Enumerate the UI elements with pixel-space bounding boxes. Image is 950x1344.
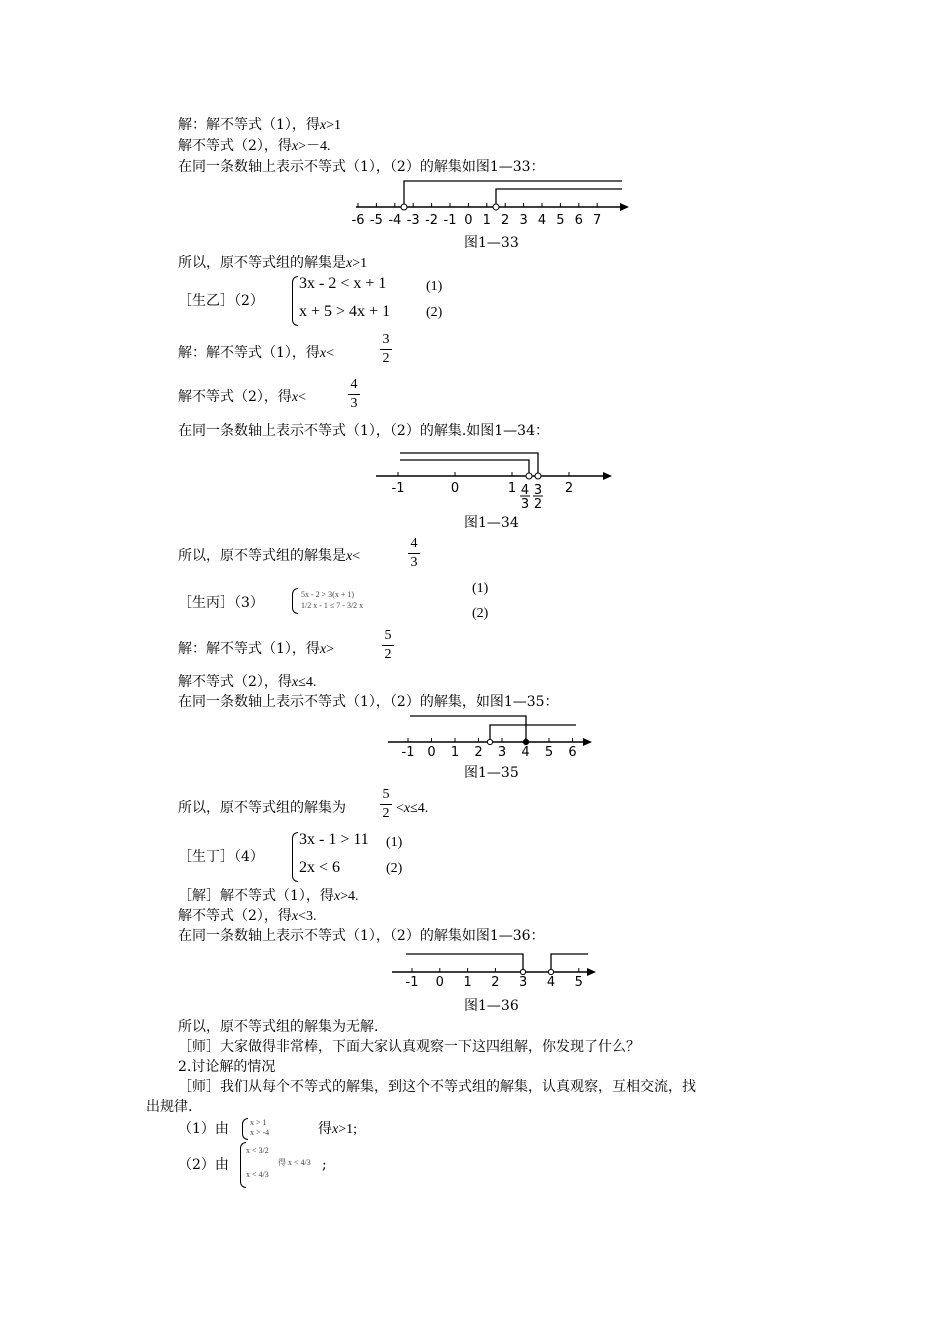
axis-tick-label: 1 (450, 745, 460, 760)
axis-tick-label: -1 (401, 745, 415, 760)
axis-tick-label: 5 (544, 745, 554, 760)
fraction-five-halves-answer: 5 2 (380, 787, 392, 822)
axis-tick-label: 1 (482, 213, 491, 228)
tick-label-four-thirds-den: 3 (520, 497, 530, 512)
case-2-end: ; (322, 1157, 327, 1173)
solution-line-10: 解不等式（2），得x≤4. (178, 674, 317, 690)
solution-line-2: 解不等式（2），得x>－4. (178, 138, 331, 154)
teacher-question: ［师］大家做得非常棒，下面大家认真观察一下这四组解，你发现了什么？ (178, 1039, 640, 1055)
inequality-1: 3x - 2 < x + 1 (299, 275, 387, 292)
inequality-2: x + 5 > 4x + 1 (299, 303, 391, 320)
solution-line-9: 解：解不等式（1），得x> (178, 641, 335, 657)
section-heading: 2.讨论解的情况 (178, 1059, 276, 1075)
solution-line-13: ［解］解不等式（1），得x>4. (178, 888, 359, 904)
axis-tick-label: -5 (369, 213, 383, 228)
inequality-tag-6: (2) (386, 861, 403, 876)
case-2-prefix: （2）由 (178, 1157, 229, 1173)
axis-tick-label: 0 (435, 975, 444, 990)
inequality-4: 1/2 x - 1 ≤ 7 - 3/2 x (301, 601, 364, 610)
axis-tick-label: 6 (574, 213, 583, 228)
axis-tick-label: 1 (463, 975, 472, 990)
axis-tick-label: 2 (491, 975, 500, 990)
axis-tick-label: 5 (574, 975, 583, 990)
student-c-label: ［生丙］（3） (178, 595, 264, 611)
axis-tick-label: -6 (352, 213, 365, 228)
case-2-result: 得 x < 4/3 (278, 1158, 311, 1167)
solution-line-12-suffix: <x≤4. (396, 801, 429, 816)
axis-tick-label: 0 (427, 745, 436, 760)
tick-label-three-halves-num: 3 (533, 483, 543, 498)
case-1-prefix: （1）由 (178, 1121, 229, 1137)
figure-caption-1-34: 图1—34 (464, 515, 519, 531)
student-b-label: ［生乙］（2） (178, 293, 264, 309)
solution-line-1: 解：解不等式（1），得x>1 (178, 117, 342, 133)
axis-tick-label: 6 (568, 745, 577, 760)
number-line-figure-1-33 (352, 176, 632, 232)
axis-tick-label: 4 (537, 213, 547, 228)
axis-tick-label: 0 (464, 213, 473, 228)
solution-line-12-prefix: 所以，原不等式组的解集为 (178, 800, 346, 816)
axis-tick-label: 3 (519, 975, 528, 990)
tick-label-four-thirds-num: 4 (520, 483, 530, 498)
solution-line-8: 所以，原不等式组的解集是x< (178, 548, 361, 564)
number-line-figure-1-34 (370, 444, 616, 512)
axis-tick-label: 3 (519, 213, 528, 228)
fraction-four-thirds: 4 3 (348, 377, 360, 412)
figure-caption-1-35: 图1—35 (464, 765, 519, 781)
axis-tick-label: -2 (425, 213, 439, 228)
figure-caption-1-33: 图1—33 (464, 235, 519, 251)
axis-tick-label: -1 (405, 975, 419, 990)
axis-tick-label: -4 (388, 213, 402, 228)
inequality-tag-5: (1) (386, 835, 403, 850)
inequality-6: 2x < 6 (299, 859, 341, 876)
system-brace-small (292, 588, 298, 614)
tick-label-three-halves-den: 2 (533, 497, 543, 512)
case-1-brace (242, 1118, 248, 1140)
case-1-eq2: x > -4 (250, 1128, 270, 1137)
inequality-tag-2: (2) (426, 305, 443, 320)
teacher-instruction-cont: 出规律. (146, 1099, 193, 1115)
case-2-eq2: x < 4/3 (246, 1170, 269, 1179)
solution-line-7: 在同一条数轴上表示不等式（1），（2）的解集.如图1—34： (178, 423, 549, 439)
teacher-instruction: ［师］我们从每个不等式的解集，到这个不等式组的解集，认真观察，互相交流，找 (178, 1079, 696, 1095)
fraction-four-thirds-answer: 4 3 (408, 536, 420, 571)
axis-tick-label: 2 (564, 481, 574, 496)
axis-tick-label: 1 (507, 481, 517, 496)
inequality-3: 5x - 2 > 3(x + 1) (301, 590, 355, 599)
axis-tick-label: -1 (391, 481, 405, 496)
axis-tick-label: 4 (521, 745, 530, 760)
system-brace (292, 276, 298, 326)
inequality-tag-1: (1) (426, 279, 443, 294)
axis-tick-label: 3 (497, 745, 507, 760)
axis-tick-label: 4 (546, 975, 556, 990)
axis-tick-label: 2 (501, 213, 510, 228)
number-line-figure-1-36 (388, 946, 604, 992)
inequality-tag-4: (2) (472, 606, 489, 621)
solution-line-6: 解不等式（2），得x< (178, 389, 307, 405)
inequality-tag-3: (1) (472, 581, 489, 596)
case-1-eq1: x > 1 (250, 1118, 267, 1127)
solution-line-11: 在同一条数轴上表示不等式（1），（2）的解集，如图1—35： (178, 694, 559, 710)
inequality-5: 3x - 1 > 11 (299, 831, 369, 848)
axis-tick-label: 2 (474, 745, 483, 760)
axis-tick-label: -3 (406, 213, 420, 228)
solution-line-4: 所以，原不等式组的解集是x>1 (178, 255, 368, 271)
solution-line-5: 解：解不等式（1），得x< (178, 345, 335, 361)
axis-tick-label: -1 (443, 213, 457, 228)
fraction-three-halves: 3 2 (380, 332, 392, 367)
fraction-five-halves: 5 2 (382, 628, 394, 663)
solution-line-3: 在同一条数轴上表示不等式（1），（2）的解集如图1—33： (178, 159, 545, 175)
axis-tick-label: 7 (593, 213, 602, 228)
student-d-label: ［生丁］（4） (178, 849, 264, 865)
number-line-figure-1-35 (384, 712, 600, 760)
case-2-eq1: x < 3/2 (246, 1146, 269, 1155)
case-1-result: 得x>1; (318, 1121, 358, 1137)
solution-line-14: 解不等式（2），得x<3. (178, 908, 317, 924)
solution-line-15: 在同一条数轴上表示不等式（1），（2）的解集如图1—36： (178, 928, 545, 944)
system-brace-4 (292, 832, 298, 882)
solution-line-16: 所以，原不等式组的解集为无解. (178, 1019, 379, 1035)
axis-tick-label: 0 (450, 481, 460, 496)
figure-caption-1-36: 图1—36 (464, 998, 519, 1014)
axis-tick-label: 5 (556, 213, 565, 228)
